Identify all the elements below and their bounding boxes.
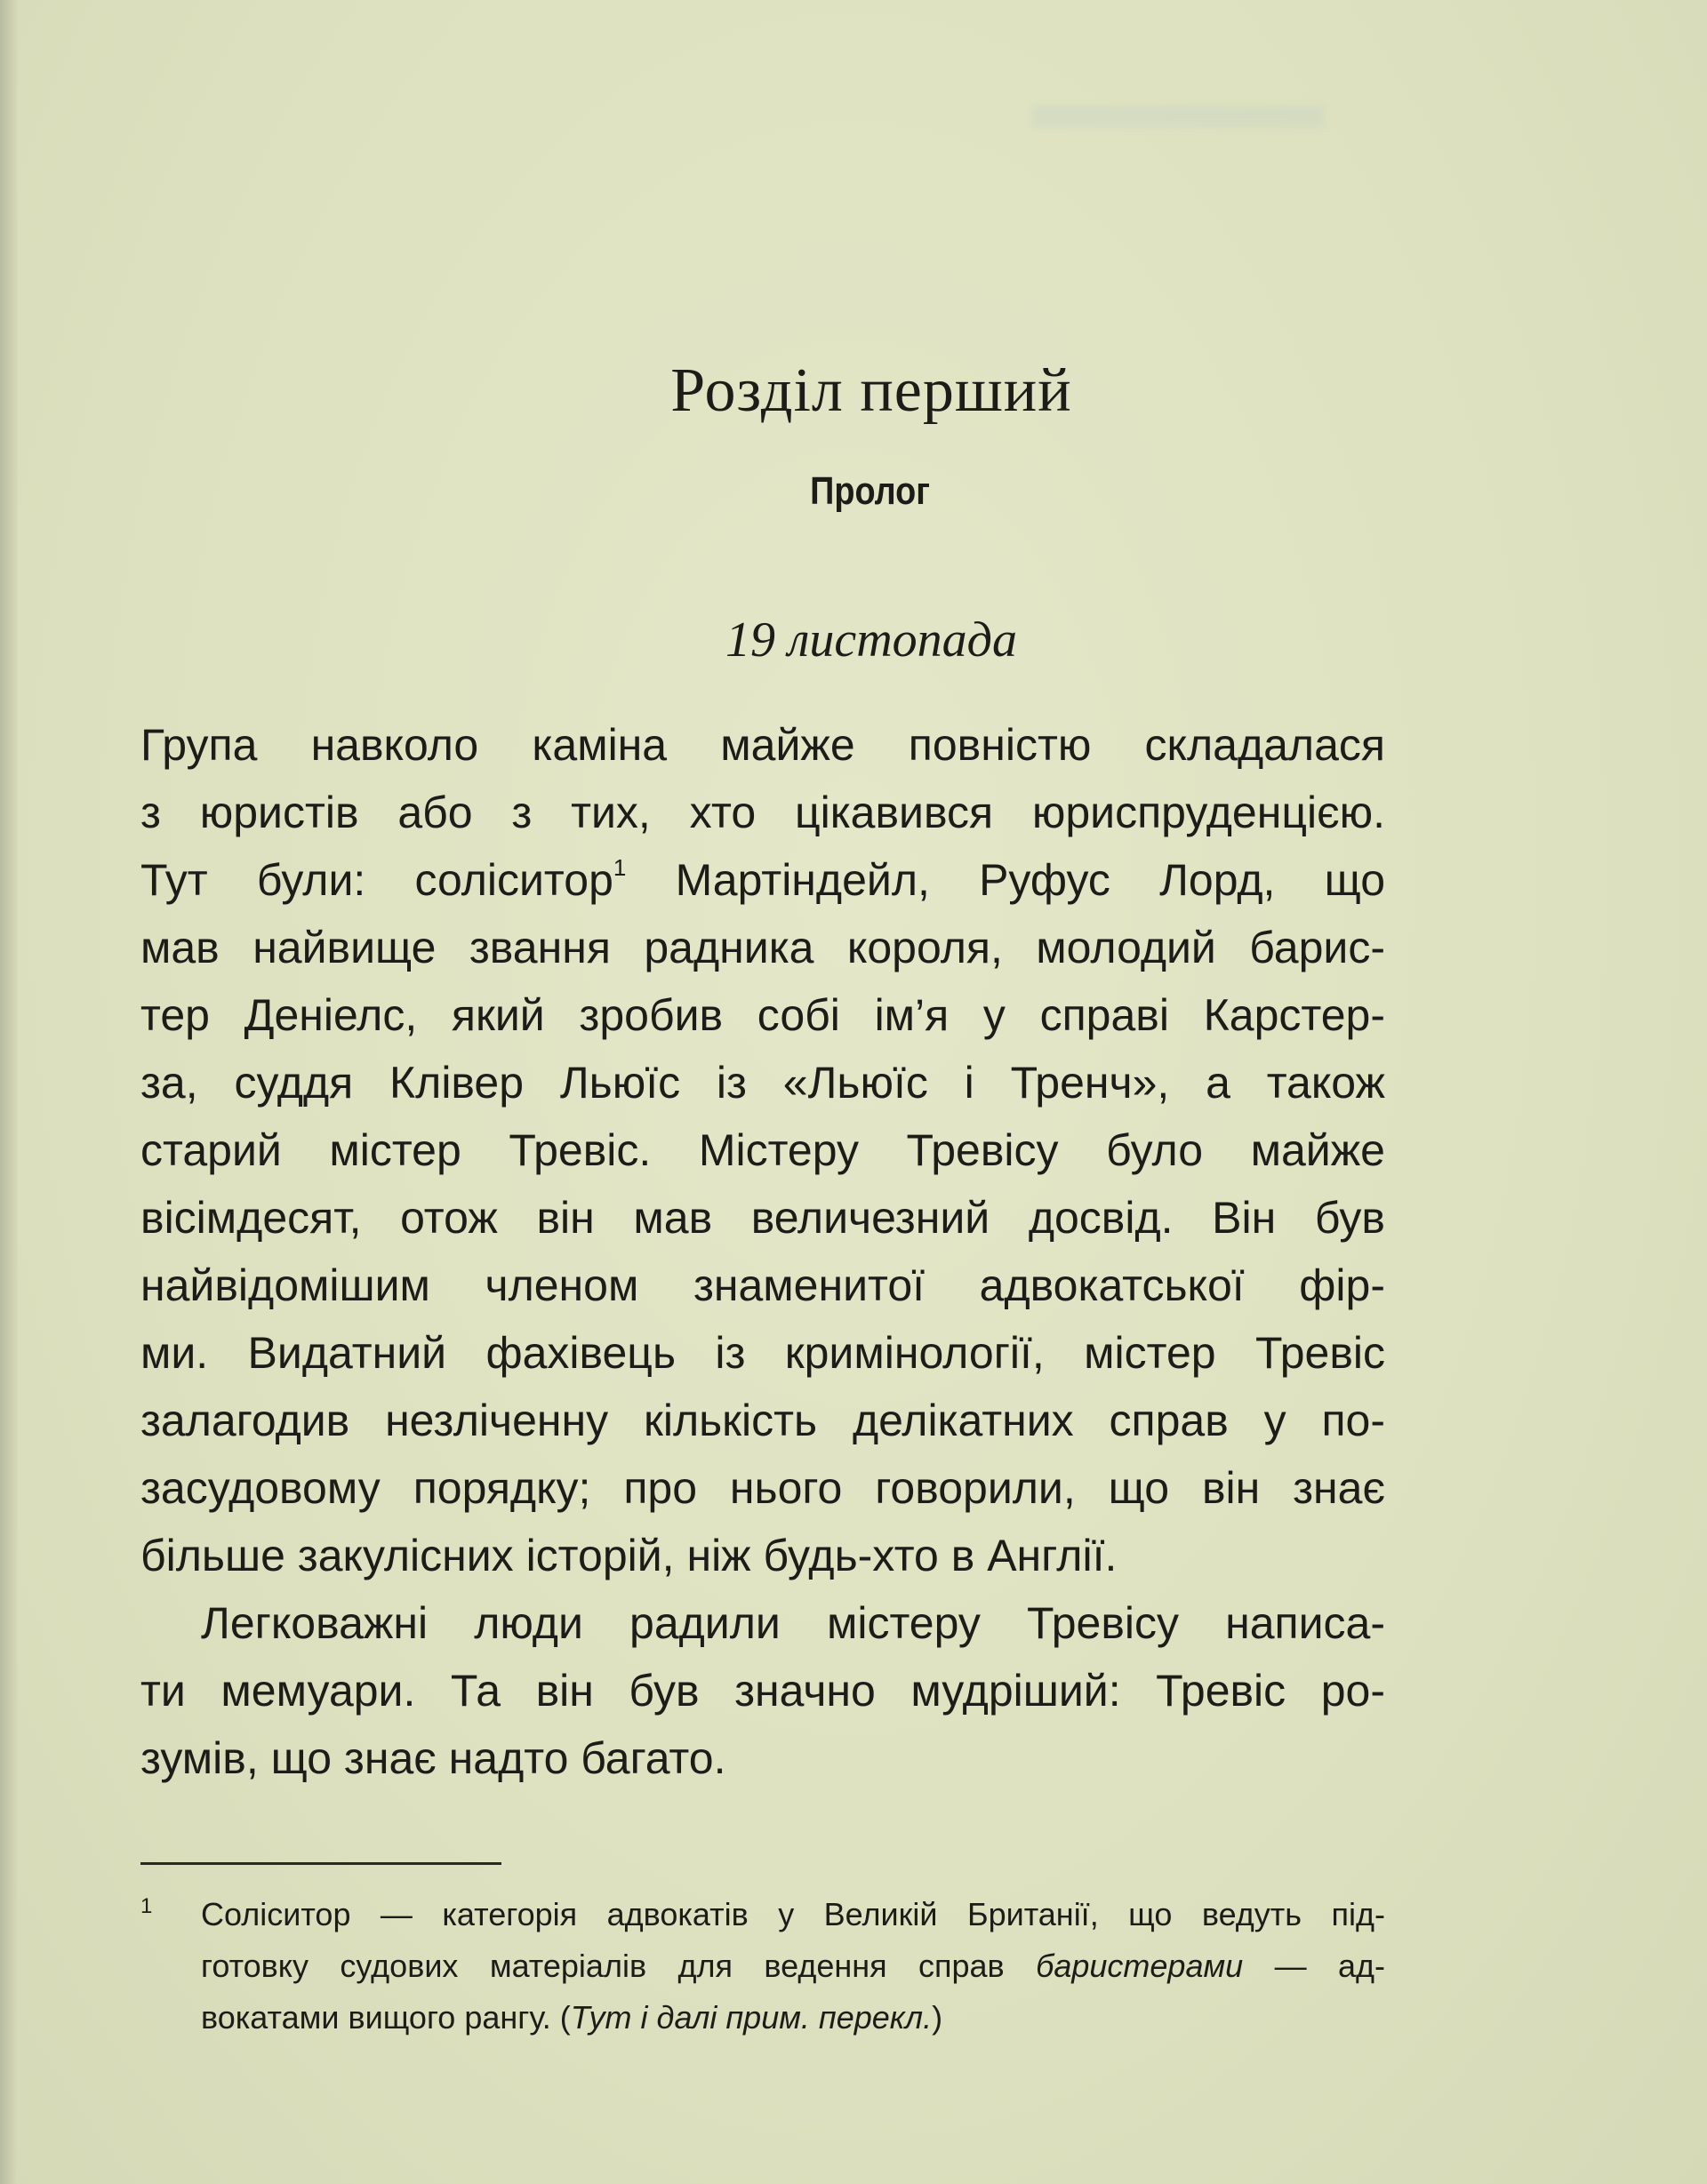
body-line: найвідомішим членом знаменитої адвокатської фір- [140, 1260, 1385, 1310]
footnote-text: — ад- [1243, 1948, 1385, 1984]
footnote-line [201, 1992, 1385, 2044]
body-line: більше закулісних історій, ніж будь-хто в Англії. [140, 1531, 1118, 1580]
footnote-body [201, 1889, 1385, 2044]
body-line-text: Тут були: соліситор [140, 855, 613, 905]
footnote-number: 1 [140, 1894, 153, 1918]
body-line: вісімдесят, отож він мав величезний досвід. Він був [140, 1193, 1385, 1243]
body-line: з юристів або з тих, хто цікавився юриспруденцією. [140, 788, 1385, 837]
footnote-text: вокатами вищого рангу. ( [201, 1999, 571, 2036]
footnote-line [201, 1940, 1385, 1992]
footnote-divider [140, 1862, 501, 1865]
date-subheading: 19 листопада [725, 612, 1018, 668]
body-text [140, 711, 1385, 1792]
body-line: за, суддя Клівер Льюїс із «Льюїс і Тренч», а також [140, 1058, 1385, 1108]
body-line: старий містер Тревіс. Містеру Тревісу було майже [140, 1125, 1385, 1175]
translator-note: Тут і далі прим. перекл. [570, 1999, 933, 2036]
page-edge-shadow [0, 0, 18, 2184]
body-line: тер Деніелс, який зробив собі ім’я у справі Карстер- [140, 990, 1385, 1040]
footnote-line: Соліситор — категорія адвокатів у Великій Британії, що ведуть під- [201, 1896, 1385, 1932]
body-line: мав найвище звання радника короля, молодий барис- [140, 923, 1385, 972]
body-line: ти мемуари. Та він був значно мудріший: Тревіс ро- [140, 1666, 1385, 1716]
footnote-reference[interactable]: 1 [613, 854, 627, 881]
body-line-paragraph-start: Легковажні люди радили містеру Тревісу написа- [201, 1598, 1385, 1648]
footnote [140, 1889, 1385, 2044]
body-line-with-footnote [140, 846, 1385, 914]
body-line: засудовому порядку; про нього говорили, що він знає [140, 1463, 1385, 1513]
bleed-through-header [1031, 105, 1325, 128]
footnote-text: готовку судових матеріалів для ведення справ [201, 1948, 1037, 1984]
body-line: зумів, що знає надто багато. [140, 1733, 726, 1783]
body-line: ми. Видатний фахівець із кримінології, містер Тревіс [140, 1328, 1385, 1378]
chapter-title: Розділ перший [670, 356, 1072, 425]
body-line: Група навколо каміна майже повністю складалася [140, 720, 1385, 770]
body-line: залагодив незліченну кількість делікатних справ у по- [140, 1396, 1385, 1445]
section-title: Пролог [810, 469, 931, 513]
footnote-italic-term: баристерами [1036, 1948, 1244, 1984]
footnote-text: ) [932, 1999, 943, 2036]
body-line-text: Мартіндейл, Руфус Лорд, що [626, 855, 1386, 905]
